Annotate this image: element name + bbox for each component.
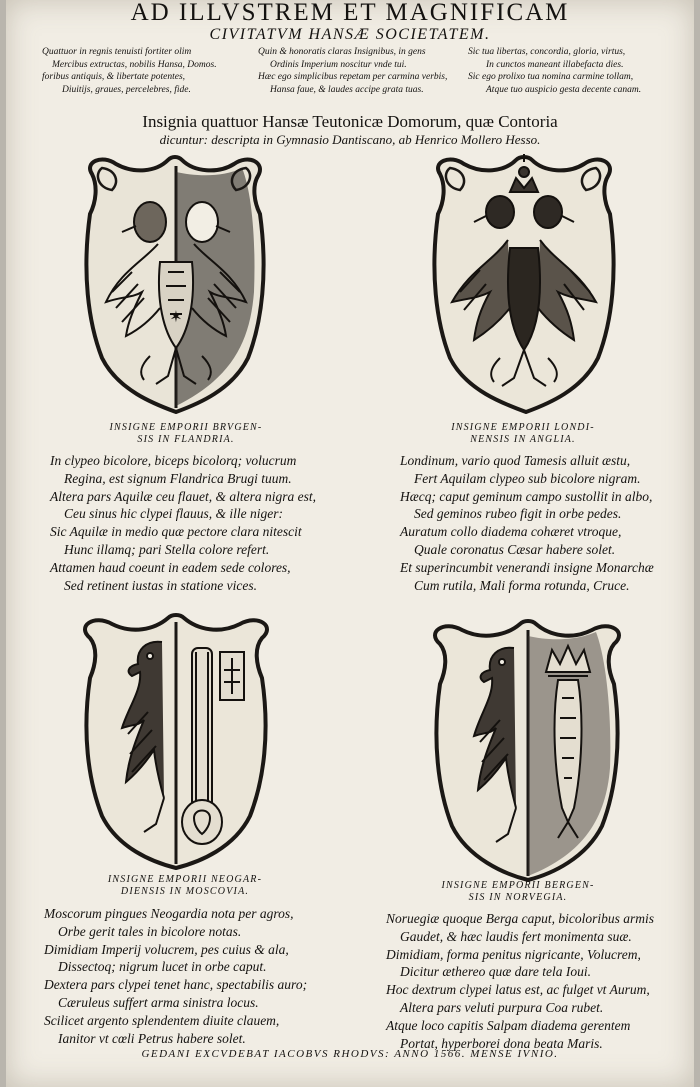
insignia-heading: Insignia quattuor Hansæ Teutonicæ Domorum, quæ Contoria: [142, 112, 558, 131]
svg-text:✶: ✶: [169, 309, 183, 326]
verse-line: Attamen haud coeunt in eadem sede colores,: [50, 559, 291, 575]
verse-line: Dimidiam Imperij volucrem, pes cuius & ala,: [44, 941, 289, 957]
verse-line: Regina, est signum Flandrica Brugi tuum.: [64, 470, 292, 486]
printer-imprint: GEDANI EXCVDEBAT IACOBVS RHODVS: ANNO 1566. MENSE IVNIO.: [141, 1048, 559, 1060]
verse-line: Gaudet, & hæc laudis fert monimenta suæ.: [400, 928, 632, 944]
insignia-subheading: dicuntur: descripta in Gymnasio Dantiscano, ab Henrico Mollero Hesso.: [159, 132, 541, 147]
panel-caption-londinensis: [438, 422, 608, 446]
verse-line: In clypeo bicolore, biceps bicolorq; volucrum: [50, 453, 297, 468]
verse-line: Ianitor vt cœli Petrus habere solet.: [58, 1030, 246, 1046]
verse-line: Dissectoq; nigrum lucet in orbe caput.: [58, 959, 267, 975]
verse-line: Cæruleus suffert arma sinistra locus.: [58, 994, 259, 1010]
verse-line: Dicitur æthereo quæ dare tela Ioui.: [400, 964, 591, 980]
verse-line: Ceu sinus hic clypei flauus, & ille niger:: [64, 506, 283, 522]
dedication-column-3: [468, 46, 641, 96]
verse-line: Altera pars Aquilæ ceu flauet, & altera nigra est,: [50, 488, 316, 504]
caption-line: INSIGNE EMPORII LONDI-: [451, 422, 595, 433]
dedication-line: Sic ego prolixo tua nomina carmine tollam,: [468, 72, 634, 82]
dedication-line: Quattuor in regnis tenuisti fortiter olim: [42, 47, 192, 57]
verse-line: Hunc illamq; pari Stella colore refert.: [64, 541, 270, 557]
verse-brugensis: [50, 452, 316, 594]
verse-line: Atque loco capitis Salpam diadema gerentem: [386, 1017, 631, 1033]
dedication-line: In cunctos maneant illabefacta dies.: [486, 59, 624, 70]
eagle-and-crowned-fish-shield-icon: [420, 618, 634, 882]
verse-line: Sed geminos rubeo figit in orbe pedes.: [414, 506, 622, 522]
verse-line: Quale coronatus Cæsar habere solet.: [414, 541, 616, 557]
panel-caption-bergensis: [430, 880, 606, 904]
verse-line: Moscorum pingues Neogardia nota per agros,: [44, 906, 294, 921]
verse-neogardiensis: [44, 905, 307, 1047]
dedication-line: Quin & honoratis claras Insignibus, in gens: [258, 47, 426, 57]
caption-line: SIS IN FLANDRIA.: [137, 434, 235, 445]
verse-bergensis: [386, 910, 654, 1052]
verse-line: Londinum, vario quod Tamesis alluit æstu,: [400, 453, 631, 468]
verse-line: Altera pars veluti purpura Coa rubet.: [400, 999, 604, 1015]
double-headed-eagle-shield-icon: [72, 152, 277, 414]
caption-line: SIS IN NORVEGIA.: [468, 892, 568, 903]
caption-line: INSIGNE EMPORII NEOGAR-: [107, 874, 263, 885]
dedication-column-2: [258, 46, 447, 96]
verse-londinensis: [400, 452, 654, 594]
dedication-column-1: [42, 46, 217, 96]
verse-line: Scilicet argento splendentem diuite clauem,: [44, 1012, 280, 1028]
verse-line: Orbe gerit tales in bicolore notas.: [58, 923, 242, 939]
dedication-line: Atque tuo auspicio gesta decente canam.: [486, 84, 642, 95]
verse-line: Fert Aquilam clypeo sub bicolore nigram.: [414, 470, 641, 486]
verse-line: Sed retinent iustas in statione vices.: [64, 577, 257, 593]
dedication-line: Sic tua libertas, concordia, gloria, virtus,: [468, 47, 626, 57]
eagle-and-key-shield-icon: [70, 612, 282, 870]
page-subtitle: CIVITATVM HANSÆ SOCIETATEM.: [209, 26, 491, 43]
verse-line: Hæcq; caput geminum campo sustollit in albo,: [400, 488, 653, 504]
verse-line: Auratum collo diadema cohæret vtroque,: [400, 524, 622, 540]
page-title: AD ILLVSTREM ET MAGNIFICAM: [130, 0, 570, 26]
dedication-line: Hansa faue, & laudes accipe grata tuas.: [270, 84, 424, 95]
dedication-line: foribus antiquis, & libertate potentes,: [42, 72, 186, 82]
verse-line: Noruegiæ quoque Berga caput, bicoloribus armis: [386, 911, 654, 926]
verse-line: Dextera pars clypei tenet hanc, spectabilis auro;: [44, 977, 308, 993]
caption-line: INSIGNE EMPORII BERGEN-: [441, 880, 595, 891]
panel-caption-neogardiensis: [96, 874, 274, 898]
caption-line: DIENSIS IN MOSCOVIA.: [120, 886, 250, 897]
panel-caption-brugensis: [100, 422, 272, 446]
verse-line: Dimidiam, forma penitus nigricante, Volucrem,: [386, 946, 641, 962]
dedication-line: Diuitijs, graues, percelebres, fide.: [62, 84, 191, 95]
caption-line: NENSIS IN ANGLIA.: [470, 434, 576, 445]
dedication-line: Mercibus extructas, nobilis Hansa, Domos.: [52, 59, 217, 70]
caption-line: INSIGNE EMPORII BRVGEN-: [109, 422, 263, 433]
verse-line: Cum rutila, Mali forma rotunda, Cruce.: [414, 577, 630, 593]
crowned-eagle-shield-icon: [420, 152, 628, 414]
dedication-line: Ordinis Imperium noscitur vnde tui.: [270, 59, 407, 70]
verse-line: Portat, hyperborei dona beata Maris.: [400, 1035, 603, 1051]
verse-line: Hoc dextrum clypei latus est, ac fulget vt Aurum,: [386, 982, 650, 998]
verse-line: Sic Aquilæ in medio quæ pectore clara nitescit: [50, 524, 302, 540]
dedication-line: Hæc ego simplicibus repetam per carmina verbis,: [258, 72, 448, 82]
verse-line: Et superincumbit venerandi insigne Monarchæ: [400, 559, 654, 575]
